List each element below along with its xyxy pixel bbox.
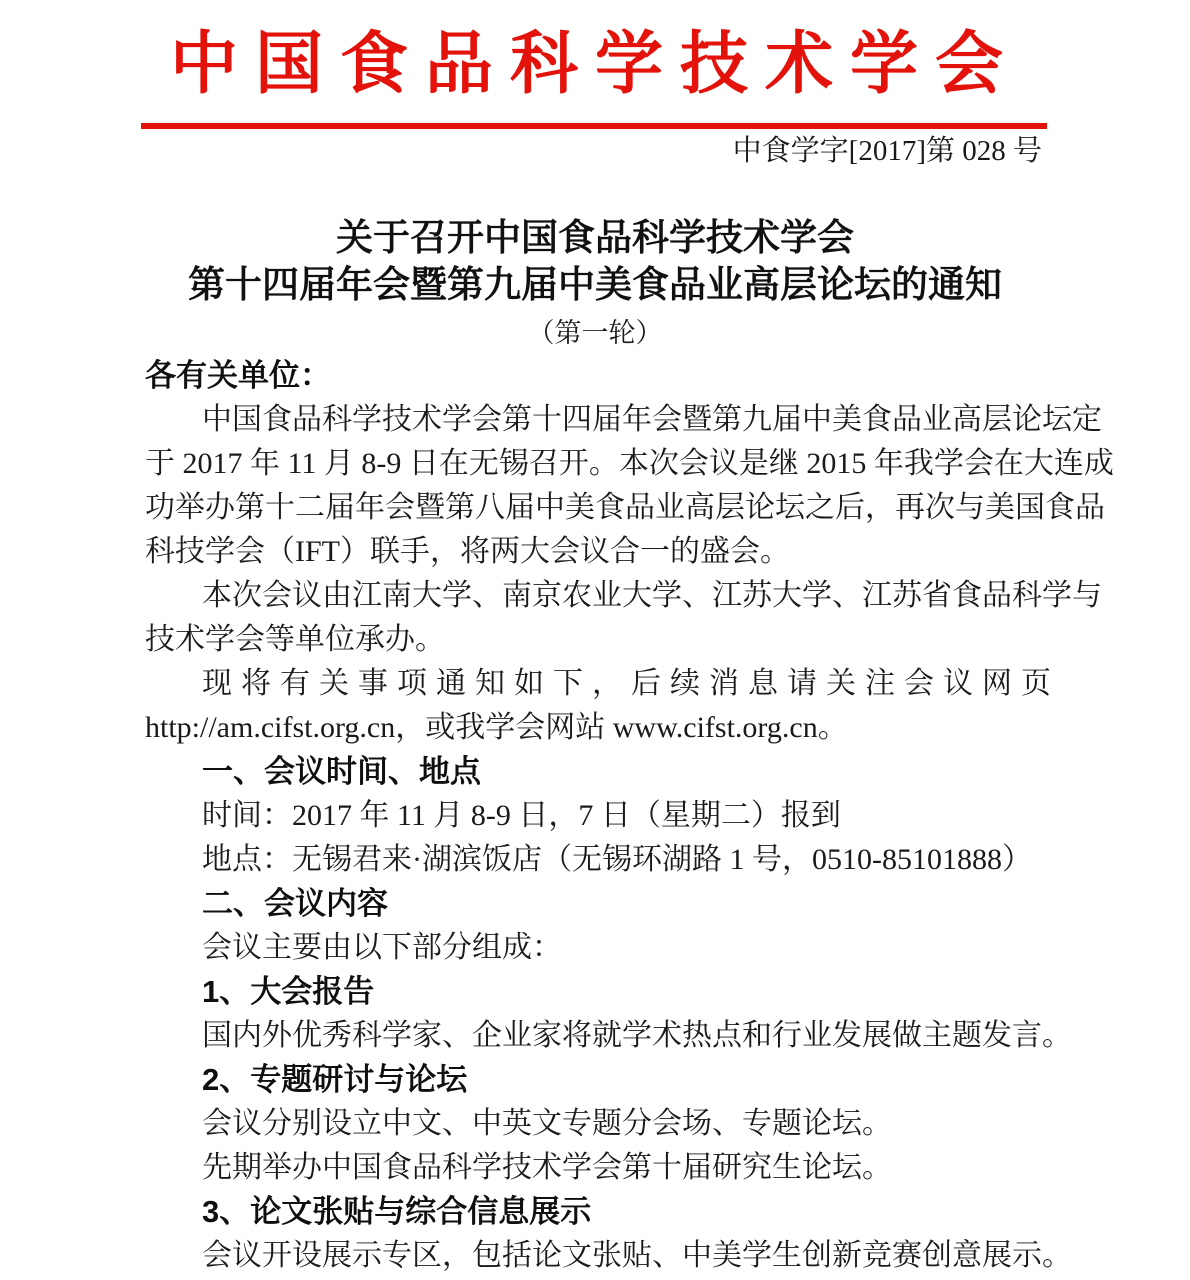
para-hosts-line-1: 本次会议由江南大学、南京农业大学、江苏大学、江苏省食品科学与 xyxy=(202,579,1102,612)
org-name-title: 中国食品科学技术学会 xyxy=(169,26,1020,102)
para-intro-line-4: 科技学会（IFT）联手，将两大会议合一的盛会。 xyxy=(145,535,790,568)
item-forums-desc-1: 会议分别设立中文、中英文专题分会场、专题论坛。 xyxy=(202,1107,892,1140)
section-heading-time-place: 一、会议时间、地点 xyxy=(202,754,481,789)
salutation: 各有关单位： xyxy=(145,358,331,393)
notice-title-block xyxy=(0,214,1190,351)
doc-number: 中食学字[2017]第 028 号 xyxy=(732,135,1042,167)
notice-title-line-2: 第十四届年会暨第九届中美食品业高层论坛的通知 xyxy=(188,264,1002,305)
para-notice-line-1: 现将有关事项通知如下，后续消息请关注会议网页 xyxy=(202,667,1060,700)
document-body xyxy=(145,354,1114,1278)
item-heading-posters: 3、论文张贴与综合信息展示 xyxy=(202,1194,592,1229)
meeting-place-line: 地点：无锡君来·湖滨饭店（无锡环湖路 1 号，0510-85101888） xyxy=(202,843,1032,876)
para-intro-line-2: 于 2017 年 11 月 8-9 日在无锡召开。本次会议是继 2015 年我学会在大连成 xyxy=(145,447,1114,480)
item-heading-reports: 1、大会报告 xyxy=(202,974,375,1009)
notice-title-line-1: 关于召开中国食品科学技术学会 xyxy=(336,217,854,258)
item-forums-desc-2: 先期举办中国食品科学技术学会第十届研究生论坛。 xyxy=(202,1151,892,1184)
para-intro-line-1: 中国食品科学技术学会第十四届年会暨第九届中美食品业高层论坛定 xyxy=(202,403,1102,436)
item-posters-desc: 会议开设展示专区，包括论文张贴、中美学生创新竞赛创意展示。 xyxy=(202,1239,1072,1272)
round-note: （第一轮） xyxy=(527,318,663,348)
letterhead-divider xyxy=(141,123,1047,129)
para-notice-urls: http://am.cifst.org.cn，或我学会网站 www.cifst.org.cn。 xyxy=(145,711,848,744)
content-intro-line: 会议主要由以下部分组成： xyxy=(202,931,562,964)
item-heading-forums: 2、专题研讨与论坛 xyxy=(202,1062,468,1097)
item-reports-desc: 国内外优秀科学家、企业家将就学术热点和行业发展做主题发言。 xyxy=(202,1019,1072,1052)
para-hosts-line-2: 技术学会等单位承办。 xyxy=(145,623,445,656)
para-intro-line-3: 功举办第十二届年会暨第八届中美食品业高层论坛之后，再次与美国食品 xyxy=(145,491,1105,524)
section-heading-content: 二、会议内容 xyxy=(202,886,388,921)
meeting-time-line: 时间：2017 年 11 月 8-9 日，7 日（星期二）报到 xyxy=(202,799,841,832)
